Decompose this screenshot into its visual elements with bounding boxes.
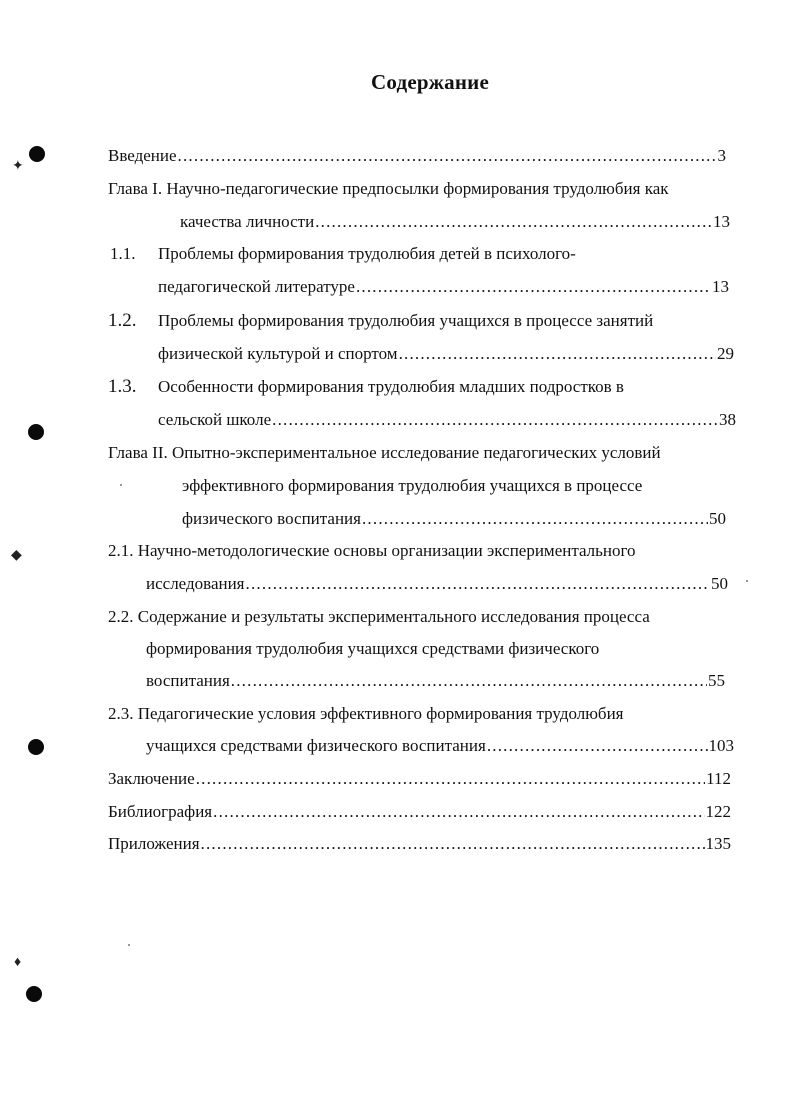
toc-section-2-3-line2[interactable] xyxy=(146,735,734,757)
toc-entry-appendix[interactable] xyxy=(108,833,731,855)
leader-dots xyxy=(315,211,712,233)
binder-hole-4 xyxy=(26,986,42,1002)
toc-section-2-2-line3[interactable] xyxy=(146,670,725,692)
toc-page-number: 29 xyxy=(717,344,734,363)
binder-hole-3 xyxy=(28,739,44,755)
page-title: Содержание xyxy=(371,70,489,94)
toc-page-number: 135 xyxy=(705,834,731,853)
leader-dots xyxy=(196,768,705,790)
toc-page-number: 3 xyxy=(717,146,726,165)
toc-page-number: 103 xyxy=(708,736,734,755)
toc-chapter-2-line3[interactable] xyxy=(182,508,726,530)
leader-dots xyxy=(356,276,711,298)
toc-chapter-1-line1[interactable]: Глава I. Научно-педагогические предпосылки формирования трудолюбия как xyxy=(108,179,669,198)
toc-entry-text: воспитания xyxy=(146,671,230,690)
toc-section-1-3-line2[interactable] xyxy=(158,409,736,431)
scan-mark-icon: ◆ xyxy=(11,548,22,563)
toc-entry-bibliography[interactable] xyxy=(108,801,731,823)
toc-entry-text: сельской школе xyxy=(158,410,272,429)
leader-dots xyxy=(362,508,708,530)
section-number: 1.1. xyxy=(110,244,136,263)
toc-entry-text: Заключение xyxy=(108,769,195,788)
scan-mark-icon: ♦ xyxy=(14,955,22,970)
toc-section-1-3-line1[interactable]: Особенности формирования трудолюбия младших подростков в xyxy=(158,377,624,396)
toc-entry-text: исследования xyxy=(146,574,245,593)
leader-dots xyxy=(231,670,707,692)
leader-dots xyxy=(178,145,717,167)
toc-section-1-1-line2[interactable] xyxy=(158,276,729,298)
toc-entry-text: Библиография xyxy=(108,802,213,821)
toc-section-2-2-line2[interactable]: формирования трудолюбия учащихся средствами физического xyxy=(146,639,600,658)
leader-dots xyxy=(201,833,705,855)
toc-page-number: 50 xyxy=(711,574,728,593)
toc-entry-text: качества личности xyxy=(180,212,315,231)
toc-section-1-1-line1[interactable]: Проблемы формирования трудолюбия детей в психолого- xyxy=(158,244,576,263)
scan-mark-icon: ✦ xyxy=(12,159,24,174)
toc-page-number: 50 xyxy=(709,509,726,528)
toc-chapter-1-line2[interactable] xyxy=(180,211,730,233)
scan-speck xyxy=(128,944,130,946)
scan-speck xyxy=(746,580,748,582)
toc-page-number: 122 xyxy=(705,802,731,821)
toc-section-1-2-line2[interactable] xyxy=(158,343,734,365)
toc-section-1-2-line1[interactable]: Проблемы формирования трудолюбия учащихся в процессе занятий xyxy=(158,311,654,330)
scan-speck xyxy=(120,484,122,486)
toc-entry-conclusion[interactable] xyxy=(108,768,731,790)
toc-entry-text: учащихся средствами физического воспитания xyxy=(146,736,486,755)
section-number: 1.3. xyxy=(108,376,137,397)
leader-dots xyxy=(246,573,710,595)
toc-entry-text: физического воспитания xyxy=(182,509,361,528)
leader-dots xyxy=(487,735,708,757)
section-number: 1.2. xyxy=(108,310,137,331)
toc-chapter-2-line1[interactable]: Глава II. Опытно-экспериментальное исследование педагогических условий xyxy=(108,443,661,462)
toc-entry-text: физической культурой и спортом xyxy=(158,344,398,363)
toc-page-number: 55 xyxy=(708,671,725,690)
binder-hole-2 xyxy=(28,424,44,440)
toc-page-number: 38 xyxy=(719,410,736,429)
toc-section-2-1-line2[interactable] xyxy=(146,573,728,595)
toc-page-number: 13 xyxy=(713,212,730,231)
leader-dots xyxy=(272,409,718,431)
leader-dots xyxy=(213,801,704,823)
toc-page-number: 13 xyxy=(712,277,729,296)
toc-chapter-2-line2[interactable]: эффективного формирования трудолюбия учащихся в процессе xyxy=(182,476,643,495)
toc-section-2-1-line1[interactable]: 2.1. Научно-методологические основы организации экспериментального xyxy=(108,541,636,560)
toc-section-2-3-line1[interactable]: 2.3. Педагогические условия эффективного формирования трудолюбия xyxy=(108,704,624,723)
toc-section-2-2-line1[interactable]: 2.2. Содержание и результаты экспериментального исследования процесса xyxy=(108,607,650,626)
toc-entry-intro[interactable] xyxy=(108,145,726,167)
toc-entry-text: педагогической литературе xyxy=(158,277,355,296)
toc-entry-text: Приложения xyxy=(108,834,200,853)
binder-hole-1 xyxy=(29,146,45,162)
toc-entry-text: Введение xyxy=(108,146,177,165)
leader-dots xyxy=(399,343,716,365)
toc-page-number: 112 xyxy=(706,769,731,788)
